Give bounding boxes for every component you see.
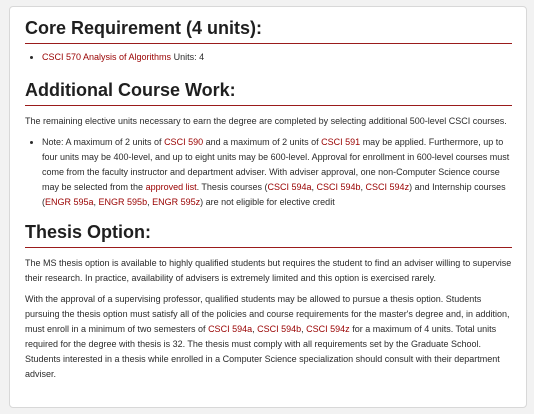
course-link-csci-594a[interactable]: CSCI 594a bbox=[267, 182, 312, 192]
note-text: Note: A maximum of 2 units of bbox=[42, 137, 165, 147]
core-requirement-heading: Core Requirement (4 units): bbox=[25, 17, 512, 44]
thesis-text: With the approval of a supervising professor, qualified students may be allowed to pursue a thesis option. Students pursuing the thesis option must satisfy all of the policies and course requirements for the master's degree and, in addition, must enroll in a minimum of two semesters of bbox=[25, 294, 510, 334]
core-requirement-section bbox=[25, 17, 512, 65]
course-link-csci-570[interactable]: CSCI 570 Analysis of Algorithms bbox=[42, 52, 172, 62]
note-text: , bbox=[311, 182, 317, 192]
note-text: may be applied. Furthermore, up to four units may be 400-level, and up to eight units may be 600-level. Approval for enrollment in 600-level courses must come from the faculty instructor and department adviser. With adviser approval, one non-Computer Science course may be selected from the bbox=[42, 137, 510, 192]
thesis-requirements-text bbox=[25, 292, 512, 382]
approved-list-link[interactable]: approved list bbox=[145, 182, 197, 192]
thesis-option-heading: Thesis Option: bbox=[25, 221, 512, 248]
core-course-list bbox=[25, 50, 512, 65]
thesis-text: for a maximum of 4 units. Total units required for the degree with thesis is 32. The thesis must comply with all requirements set by the Graduate School. Students interested in a thesis while enrolled in a Computer Science specialization should consult with their department adviser. bbox=[25, 324, 500, 379]
list-item bbox=[42, 135, 512, 210]
note-text: and a maximum of 2 units of bbox=[203, 137, 322, 147]
additional-intro-text: The remaining elective units necessary to earn the degree are completed by selecting additional 500-level CSCI courses. bbox=[25, 116, 507, 126]
course-link-engr-595z[interactable]: ENGR 595z bbox=[152, 197, 201, 207]
course-link-csci-591[interactable]: CSCI 591 bbox=[321, 137, 361, 147]
note-text: , bbox=[360, 182, 366, 192]
additional-notes-list bbox=[25, 135, 512, 210]
thesis-availability-text: The MS thesis option is available to highly qualified students but requires the student to find an adviser willing to supervise their research. In practice, availability of advisers is extremely limited and this option is exercised rarely. bbox=[25, 258, 512, 283]
course-link-engr-595b[interactable]: ENGR 595b bbox=[98, 197, 148, 207]
course-link-csci-594a[interactable]: CSCI 594a bbox=[208, 324, 253, 334]
note-text: , bbox=[93, 197, 99, 207]
thesis-text: , bbox=[252, 324, 258, 334]
course-link-csci-594b[interactable]: CSCI 594b bbox=[257, 324, 302, 334]
thesis-text: , bbox=[301, 324, 307, 334]
requirements-card bbox=[9, 6, 527, 408]
note-text: ) and Internship courses ( bbox=[42, 182, 506, 207]
list-item bbox=[42, 50, 512, 65]
course-link-csci-594z[interactable]: CSCI 594z bbox=[365, 182, 410, 192]
thesis-option-section bbox=[25, 221, 512, 382]
additional-course-work-section bbox=[25, 79, 512, 210]
note-text: , bbox=[147, 197, 153, 207]
note-text: . Thesis courses ( bbox=[196, 182, 268, 192]
additional-course-work-heading: Additional Course Work: bbox=[25, 79, 512, 106]
course-link-csci-590[interactable]: CSCI 590 bbox=[164, 137, 204, 147]
note-text: ) are not eligible for elective credit bbox=[200, 197, 335, 207]
course-units: Units: 4 bbox=[171, 52, 205, 62]
course-link-csci-594b[interactable]: CSCI 594b bbox=[316, 182, 361, 192]
course-link-engr-595a[interactable]: ENGR 595a bbox=[45, 197, 94, 207]
course-link-csci-594z[interactable]: CSCI 594z bbox=[306, 324, 350, 334]
